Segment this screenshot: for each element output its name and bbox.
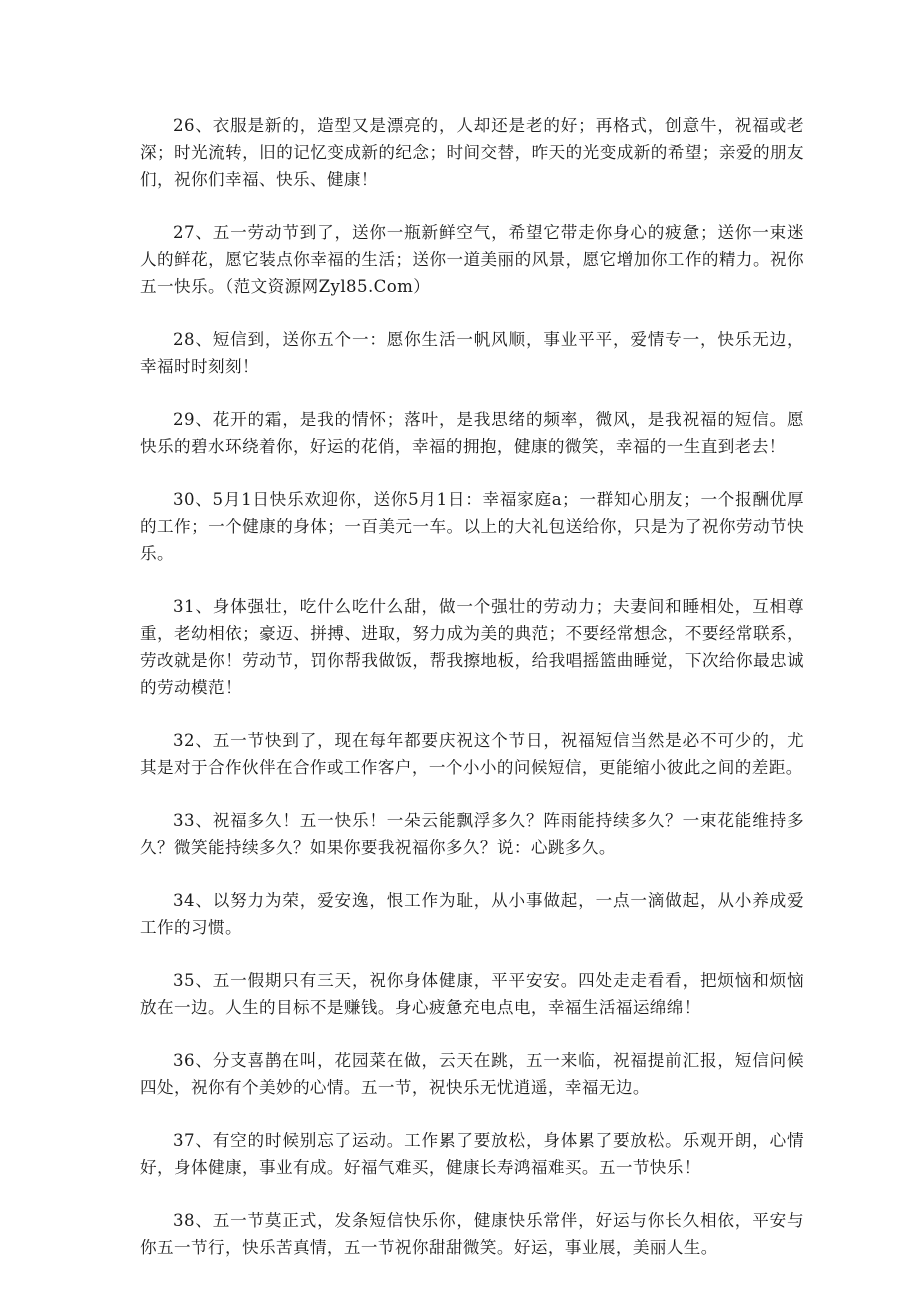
paragraph-37: 37、有空的时候别忘了运动。工作累了要放松，身体累了要放松。乐观开朗，心情好，身体健康，事业有成。好福气难买，健康长寿鸿福难买。五一节快乐！: [140, 1131, 804, 1177]
paragraph-31: 31、身体强壮，吃什么吃什么甜，做一个强壮的劳动力；夫妻间和睡相处，互相尊重，老幼相依；豪迈、拼搏、进取，努力成为美的典范；不要经常想念，不要经常联系，劳改就是你！劳动节，罚你帮我做饭，帮我擦地板，给我唱摇篮曲睡觉，下次给你最忠诚的劳动模范！: [140, 597, 804, 697]
paragraph-35: 35、五一假期只有三天，祝你身体健康，平平安安。四处走走看看，把烦恼和烦恼放在一边。人生的目标不是赚钱。身心疲惫充电点电，幸福生活福运绵绵！: [140, 971, 804, 1017]
document-body: [140, 112, 804, 1287]
paragraph-32: 32、五一节快到了，现在每年都要庆祝这个节日，祝福短信当然是必不可少的，尤其是对于合作伙伴在合作或工作客户，一个小小的问候短信，更能缩小彼此之间的差距。: [140, 731, 804, 777]
paragraph-33: 33、祝福多久！五一快乐！一朵云能飘浮多久？阵雨能持续多久？一束花能维持多久？微笑能持续多久？如果你要我祝福你多久？说：心跳多久。: [140, 811, 804, 857]
paragraph-34: 34、以努力为荣，爱安逸，恨工作为耻，从小事做起，一点一滴做起，从小养成爱工作的习惯。: [140, 891, 804, 937]
paragraph-38: 38、五一节莫正式，发条短信快乐你，健康快乐常伴，好运与你长久相依，平安与你五一节行，快乐苦真情，五一节祝你甜甜微笑。好运，事业展，美丽人生。: [140, 1211, 804, 1257]
paragraph-29: 29、花开的霜，是我的情怀；落叶，是我思绪的频率，微风，是我祝福的短信。愿快乐的碧水环绕着你，好运的花俏，幸福的拥抱，健康的微笑，幸福的一生直到老去！: [140, 410, 804, 456]
paragraph-26: 26、衣服是新的，造型又是漂亮的，人却还是老的好；再格式，创意牛，祝福或老深；时光流转，旧的记忆变成新的纪念；时间交替，昨天的光变成新的希望；亲爱的朋友们，祝你们幸福、快乐、健康！: [140, 116, 804, 189]
paragraph-30: 30、5月1日快乐欢迎你，送你5月1日：幸福家庭a；一群知心朋友；一个报酬优厚的工作；一个健康的身体；一百美元一车。以上的大礼包送给你，只是为了祝你劳动节快乐。: [140, 490, 804, 563]
paragraph-28: 28、短信到，送你五个一：愿你生活一帆风顺，事业平平，爱情专一，快乐无边，幸福时时刻刻！: [140, 330, 804, 376]
paragraph-27: 27、五一劳动节到了，送你一瓶新鲜空气，希望它带走你身心的疲惫；送你一束迷人的鲜花，愿它装点你幸福的生活；送你一道美丽的风景，愿它增加你工作的精力。祝你五一快乐。（范文资源网Zyl85.Com）: [140, 223, 804, 296]
paragraph-36: 36、分支喜鹊在叫，花园菜在做，云天在跳，五一来临，祝福提前汇报，短信问候四处，祝你有个美妙的心情。五一节，祝快乐无忧逍遥，幸福无边。: [140, 1051, 804, 1097]
